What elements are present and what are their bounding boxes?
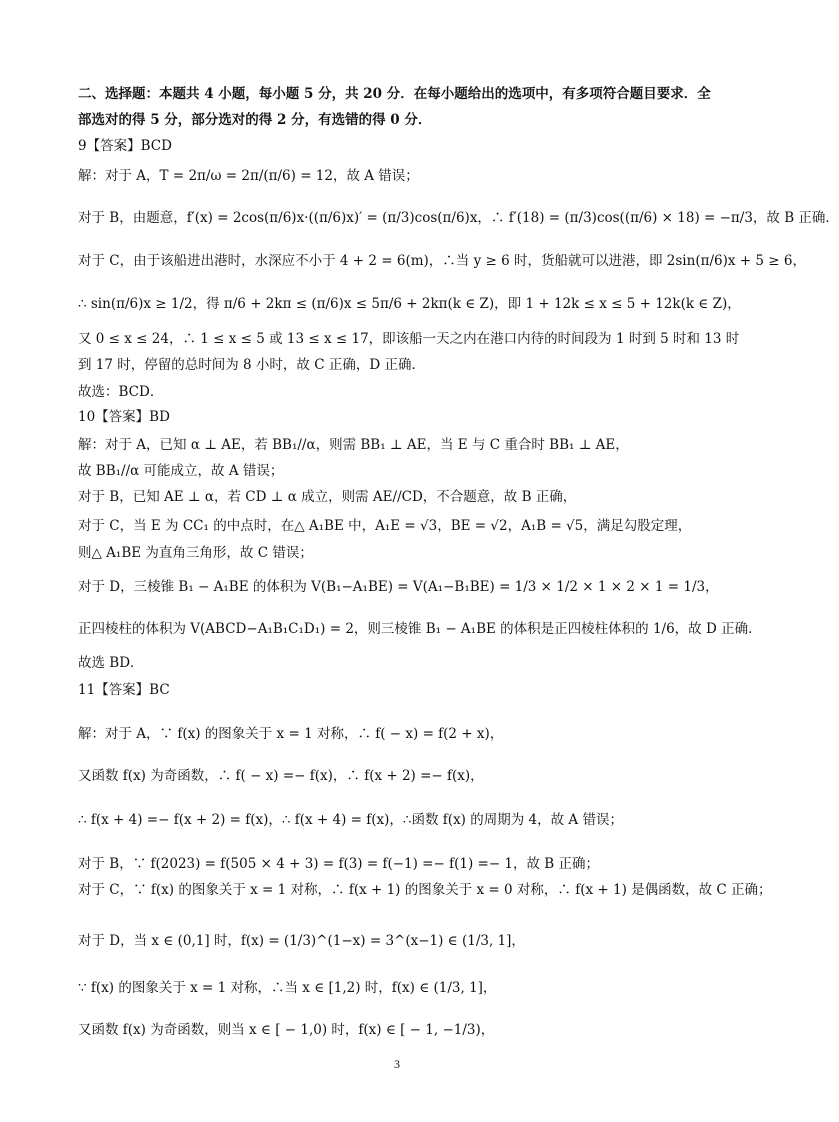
q9-line-6: 到 17 时，停留的总时间为 8 小时，故 C 正确，D 正确．: [78, 357, 425, 373]
q10-line-8: 故选 BD．: [78, 655, 144, 671]
q9-line-1: 解：对于 A，T = 2π/ω = 2π/(π/6) = 12，故 A 错误；: [78, 168, 419, 184]
q10-line-6: 对于 D，三棱锥 B₁ − A₁BE 的体积为 V(B₁−A₁BE) = V(A₁−B₁BE) = 1/3 × 1/2 × 1 × 2 × 1 = 1/3，: [78, 579, 719, 595]
q11-line-1: 解：对于 A，∵ f(x) 的图象关于 x = 1 对称，∴ f( − x) = f(2 + x)，: [78, 726, 504, 742]
q11-line-7: ∵ f(x) 的图象关于 x = 1 对称，∴当 x ∈ [1,2) 时，f(x) ∈ (1/3, 1]，: [78, 980, 497, 996]
q9-line-4: ∴ sin(π/6)x ≥ 1/2，得 π/6 + 2kπ ≤ (π/6)x ≤ 5π/6 + 2kπ(k ∈ Z)，即 1 + 12k ≤ x ≤ 5 + 12k(k ∈ Z)，: [78, 296, 741, 312]
q10-answer: 10【答案】BD: [78, 409, 170, 425]
q11-line-2: 又函数 f(x) 为奇函数，∴ f( − x) =− f(x)，∴ f(x + 2) =− f(x)，: [78, 768, 484, 784]
section-header-line-1: 二、选择题：本题共 4 小题，每小题 5 分，共 20 分．在每小题给出的选项中，有多项符合题目要求．全: [78, 86, 711, 102]
q9-line-7: 故选：BCD．: [78, 384, 164, 400]
q9-line-3: 对于 C，由于该船进出港时，水深应不小于 4 + 2 = 6(m)，∴当 y ≥ 6 时，货船就可以进港，即 2sin(π/6)x + 5 ≥ 6，: [78, 253, 806, 269]
q10-line-4: 对于 C，当 E 为 CC₁ 的中点时，在△ A₁BE 中，A₁E = √3，BE = √2，A₁B = √5，满足勾股定理，: [78, 518, 692, 534]
q9-line-2: 对于 B，由题意，f′(x) = 2cos(π/6)x·((π/6)x)′ = (π/3)cos(π/6)x，∴ f′(18) = (π/3)cos((π/6) × 18) = −π/3，故 B 正确．: [78, 210, 839, 226]
section-header-line-2: 部选对的得 5 分，部分选对的得 2 分，有选错的得 0 分．: [78, 112, 432, 128]
q10-line-1: 解：对于 A，已知 α ⊥ AE，若 BB₁//α，则需 BB₁ ⊥ AE，当 E 与 C 重合时 BB₁ ⊥ AE，: [78, 437, 629, 453]
q10-line-7: 正四棱柱的体积为 V(ABCD−A₁B₁C₁D₁) = 2，则三棱锥 B₁ − A₁BE 的体积是正四棱柱体积的 1/6，故 D 正确．: [78, 621, 762, 637]
q11-line-4: 对于 B，∵ f(2023) = f(505 × 4 + 3) = f(3) = f(−1) =− f(1) =− 1，故 B 正确；: [78, 856, 600, 872]
page-number: 3: [394, 1057, 400, 1071]
q11-line-8: 又函数 f(x) 为奇函数，则当 x ∈ [ − 1,0) 时，f(x) ∈ [ − 1, −1/3)，: [78, 1022, 495, 1038]
q9-line-5: 又 0 ≤ x ≤ 24，∴ 1 ≤ x ≤ 5 或 13 ≤ x ≤ 17，即该船一天之内在港口内待的时间段为 1 时到 5 时和 13 时: [78, 331, 740, 347]
q10-line-5: 则△ A₁BE 为直角三角形，故 C 错误；: [78, 545, 313, 561]
q11-answer: 11【答案】BC: [78, 682, 170, 698]
q9-answer: 9【答案】BCD: [78, 138, 172, 154]
q11-line-3: ∴ f(x + 4) =− f(x + 2) = f(x)，∴ f(x + 4) = f(x)，∴函数 f(x) 的周期为 4，故 A 错误；: [78, 812, 623, 828]
q10-line-3: 对于 B，已知 AE ⊥ α，若 CD ⊥ α 成立，则需 AE//CD，不合题意，故 B 正确，: [78, 489, 577, 505]
q10-line-2: 故 BB₁//α 可能成立，故 A 错误；: [78, 463, 284, 479]
q11-line-6: 对于 D，当 x ∈ (0,1] 时，f(x) = (1/3)^(1−x) = 3^(x−1) ∈ (1/3, 1]，: [78, 933, 525, 949]
q11-line-5: 对于 C，∵ f(x) 的图象关于 x = 1 对称，∴ f(x + 1) 的图象关于 x = 0 对称，∴ f(x + 1) 是偶函数，故 C 正确；: [78, 882, 772, 898]
